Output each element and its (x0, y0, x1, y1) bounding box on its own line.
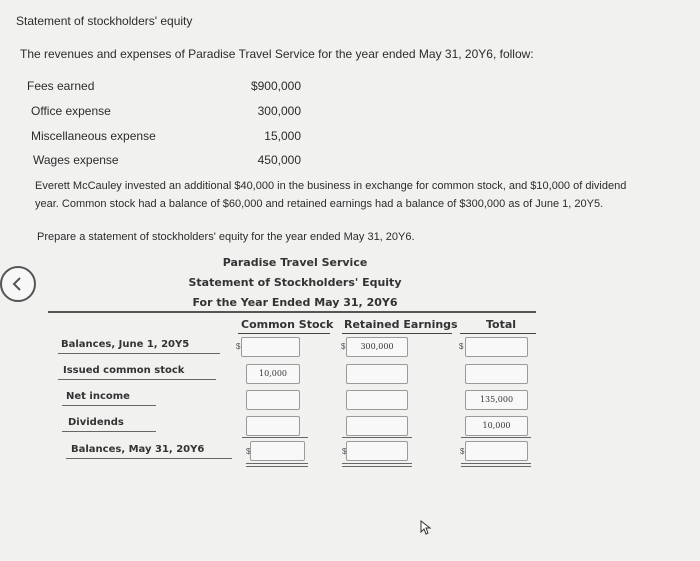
double-underline-total (461, 463, 531, 467)
chevron-left-icon (10, 276, 26, 292)
cell-issued-total[interactable] (465, 364, 528, 384)
row-label-balances-end: Balances, May 31, 20Y6 (71, 444, 205, 455)
dollar-sign: $ (341, 342, 346, 351)
misc-expense-label: Miscellaneous expense (31, 129, 156, 143)
cell-net-common[interactable] (246, 390, 300, 410)
row-underline (58, 353, 220, 354)
dollar-sign: $ (460, 447, 465, 456)
statement-name: Statement of Stockholders' Equity (188, 276, 402, 289)
dollar-sign: $ (459, 342, 464, 351)
column-common-stock: Common Stock (241, 318, 334, 331)
column-retained-underline (342, 333, 452, 334)
statement-period: For the Year Ended May 31, 20Y6 (192, 296, 398, 309)
statement-company: Paradise Travel Service (222, 256, 368, 269)
row-label-dividends: Dividends (68, 417, 124, 428)
cell-start-retained[interactable]: 300,000 (346, 337, 408, 357)
cell-net-total[interactable]: 135,000 (465, 390, 528, 410)
paragraph-line-1: Everett McCauley invested an additional $40,000 in the business in exchange for common stock, and $10,000 of dividend (35, 180, 627, 192)
subtotal-line-retained (342, 437, 412, 438)
row-underline (62, 405, 156, 406)
paragraph-line-2: year. Common stock had a balance of $60,000 and retained earnings had a balance of $300,000 as of June 1, 20Y5. (35, 198, 604, 210)
row-label-net-income: Net income (66, 391, 130, 402)
cell-end-total[interactable] (465, 441, 528, 461)
dollar-sign: $ (236, 342, 241, 351)
dollar-sign: $ (342, 447, 347, 456)
subtotal-line-total (461, 437, 531, 438)
office-expense-label: Office expense (31, 104, 111, 118)
cell-end-retained[interactable] (346, 441, 408, 461)
page-title: Statement of stockholders' equity (16, 14, 193, 28)
fees-earned-value: $900,000 (250, 79, 301, 93)
misc-expense-value: 15,000 (264, 129, 301, 143)
subtotal-line-common (242, 437, 308, 438)
row-underline (58, 379, 216, 380)
cell-div-common[interactable] (246, 416, 300, 436)
double-underline-retained (342, 463, 412, 467)
cell-div-retained[interactable] (346, 416, 408, 436)
column-retained-earnings: Retained Earnings (344, 318, 458, 331)
wages-expense-value: 450,000 (257, 153, 301, 167)
cell-div-total[interactable]: 10,000 (465, 416, 528, 436)
row-label-issued-common-stock: Issued common stock (63, 365, 185, 376)
fees-earned-label: Fees earned (27, 79, 95, 93)
row-label-balances-start: Balances, June 1, 20Y5 (61, 339, 190, 350)
cell-issued-common[interactable]: 10,000 (246, 364, 300, 384)
column-total-underline (460, 333, 536, 334)
statement-top-rule (48, 311, 536, 313)
dollar-sign: $ (246, 447, 251, 456)
column-common-underline (238, 333, 330, 334)
wages-expense-label: Wages expense (33, 153, 119, 167)
office-expense-value: 300,000 (257, 104, 301, 118)
row-underline (62, 431, 156, 432)
instruction-text: Prepare a statement of stockholders' equity for the year ended May 31, 20Y6. (37, 231, 415, 243)
double-underline-common (246, 463, 308, 467)
cell-issued-retained[interactable] (346, 364, 408, 384)
cell-start-common[interactable] (241, 337, 300, 357)
cell-net-retained[interactable] (346, 390, 408, 410)
cell-end-common[interactable] (250, 441, 305, 461)
column-total: Total (486, 318, 517, 331)
previous-button[interactable] (0, 266, 36, 302)
intro-text: The revenues and expenses of Paradise Travel Service for the year ended May 31, 20Y6, follow: (20, 47, 534, 61)
row-underline (66, 458, 232, 459)
cursor-icon (418, 520, 432, 536)
cell-start-total[interactable] (465, 337, 528, 357)
